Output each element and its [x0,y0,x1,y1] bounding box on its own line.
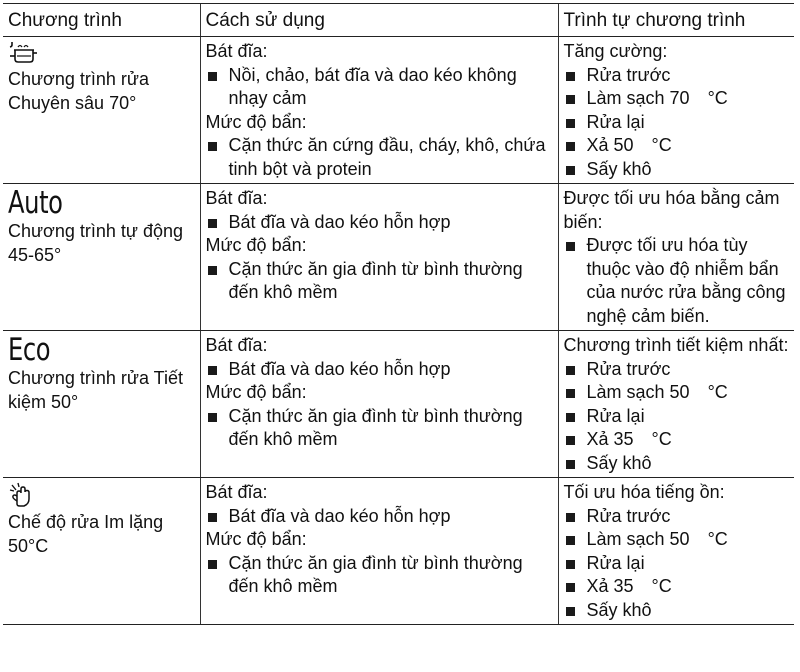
step-text: Xả 50 [586,135,634,155]
list-item [564,111,790,135]
soil-label: Mức độ bẩn: [205,529,307,549]
step-text: Rửa lại [586,552,645,573]
step-unit: °C [707,529,728,549]
header-sequence: Trình tự chương trình [558,4,794,37]
program-name: Chương trình tự động 45-65° [8,221,183,265]
dishes-label: Bát đĩa: [205,41,268,61]
header-program: Chương trình [3,4,200,37]
usage-cell [200,184,558,331]
table-row [3,478,794,625]
list-item [564,552,790,576]
sequence-cell [558,184,794,331]
list-item: Cặn thức ăn gia đình từ bình thường đến khô mềm [206,552,553,599]
list-item [564,405,790,429]
program-symbol-auto: Auto [8,185,63,221]
list-item: Bát đĩa và dao kéo hỗn hợp [206,211,553,235]
usage-cell [200,478,558,625]
header-usage: Cách sử dụng [200,4,558,37]
list-item: Cặn thức ăn gia đình từ bình thường đến khô mềm [206,405,553,452]
step-text: Rửa trước [586,505,671,526]
step-text: Xả 35 [586,429,634,449]
header-row [3,4,794,37]
list-item: Được tối ưu hóa tùy thuộc vào độ nhiễm bẩn của nước rửa bằng công nghệ cảm biến. [564,234,790,328]
step-text: Sấy khô [586,452,652,473]
list-item [564,452,790,476]
list-item [564,358,790,382]
list-item: Nồi, chảo, bát đĩa và dao kéo không nhạy cảm [206,64,553,111]
step-text: Rửa trước [586,64,671,85]
usage-cell [200,331,558,478]
intensive-pot-icon [8,41,38,65]
step-text: Làm sạch 50 [586,529,690,549]
program-name: Chế độ rửa Im lặng 50°C [8,512,164,556]
soil-label: Mức độ bẩn: [205,235,307,255]
step-text: Rửa lại [586,111,645,132]
list-item [564,158,790,182]
table-row [3,37,794,184]
dishes-label: Bát đĩa: [205,335,268,355]
list-item [564,381,790,405]
program-symbol-eco: Eco [8,332,51,368]
table-row [3,184,794,331]
sequence-title: Được tối ưu hóa bằng cảm biến: [563,188,780,232]
step-text: Sấy khô [586,158,652,179]
list-item [564,505,790,529]
table-row [3,331,794,478]
step-text: Sấy khô [586,599,652,620]
program-cell [3,478,200,625]
sequence-cell [558,37,794,184]
program-name: Chương trình rửa Tiết kiệm 50° [8,368,183,412]
soil-label: Mức độ bẩn: [205,382,307,402]
dishes-label: Bát đĩa: [205,482,268,502]
list-item: Cặn thức ăn gia đình từ bình thường đến khô mềm [206,258,553,305]
step-text: Làm sạch 50 [586,382,690,402]
program-cell [3,37,200,184]
program-cell [3,184,200,331]
program-table [3,3,794,625]
list-item [564,64,790,88]
step-unit: °C [651,429,672,449]
step-text: Rửa lại [586,405,645,426]
program-name: Chương trình rửa Chuyên sâu 70° [8,69,149,113]
usage-cell [200,37,558,184]
list-item [564,87,790,111]
step-unit: °C [707,88,728,108]
list-item: Cặn thức ăn cứng đầu, cháy, khô, chứa tinh bột và protein [206,134,553,181]
sequence-title: Tối ưu hóa tiếng ồn: [563,482,725,502]
list-item: Bát đĩa và dao kéo hỗn hợp [206,505,553,529]
sequence-cell [558,331,794,478]
program-cell [3,331,200,478]
list-item [564,134,790,158]
step-unit: °C [707,382,728,402]
list-item: Bát đĩa và dao kéo hỗn hợp [206,358,553,382]
list-item [564,528,790,552]
list-item [564,599,790,623]
step-unit: °C [651,135,672,155]
silent-hand-icon [8,482,34,508]
step-text: Rửa trước [586,358,671,379]
sequence-title: Chương trình tiết kiệm nhất: [563,335,789,355]
step-unit: °C [651,576,672,596]
step-text: Xả 35 [586,576,634,596]
soil-label: Mức độ bẩn: [205,111,307,132]
list-item [564,428,790,452]
sequence-title: Tăng cường: [563,41,668,61]
list-item [564,575,790,599]
step-text: Làm sạch 70 [586,88,690,108]
sequence-cell [558,478,794,625]
dishes-label: Bát đĩa: [205,188,268,208]
